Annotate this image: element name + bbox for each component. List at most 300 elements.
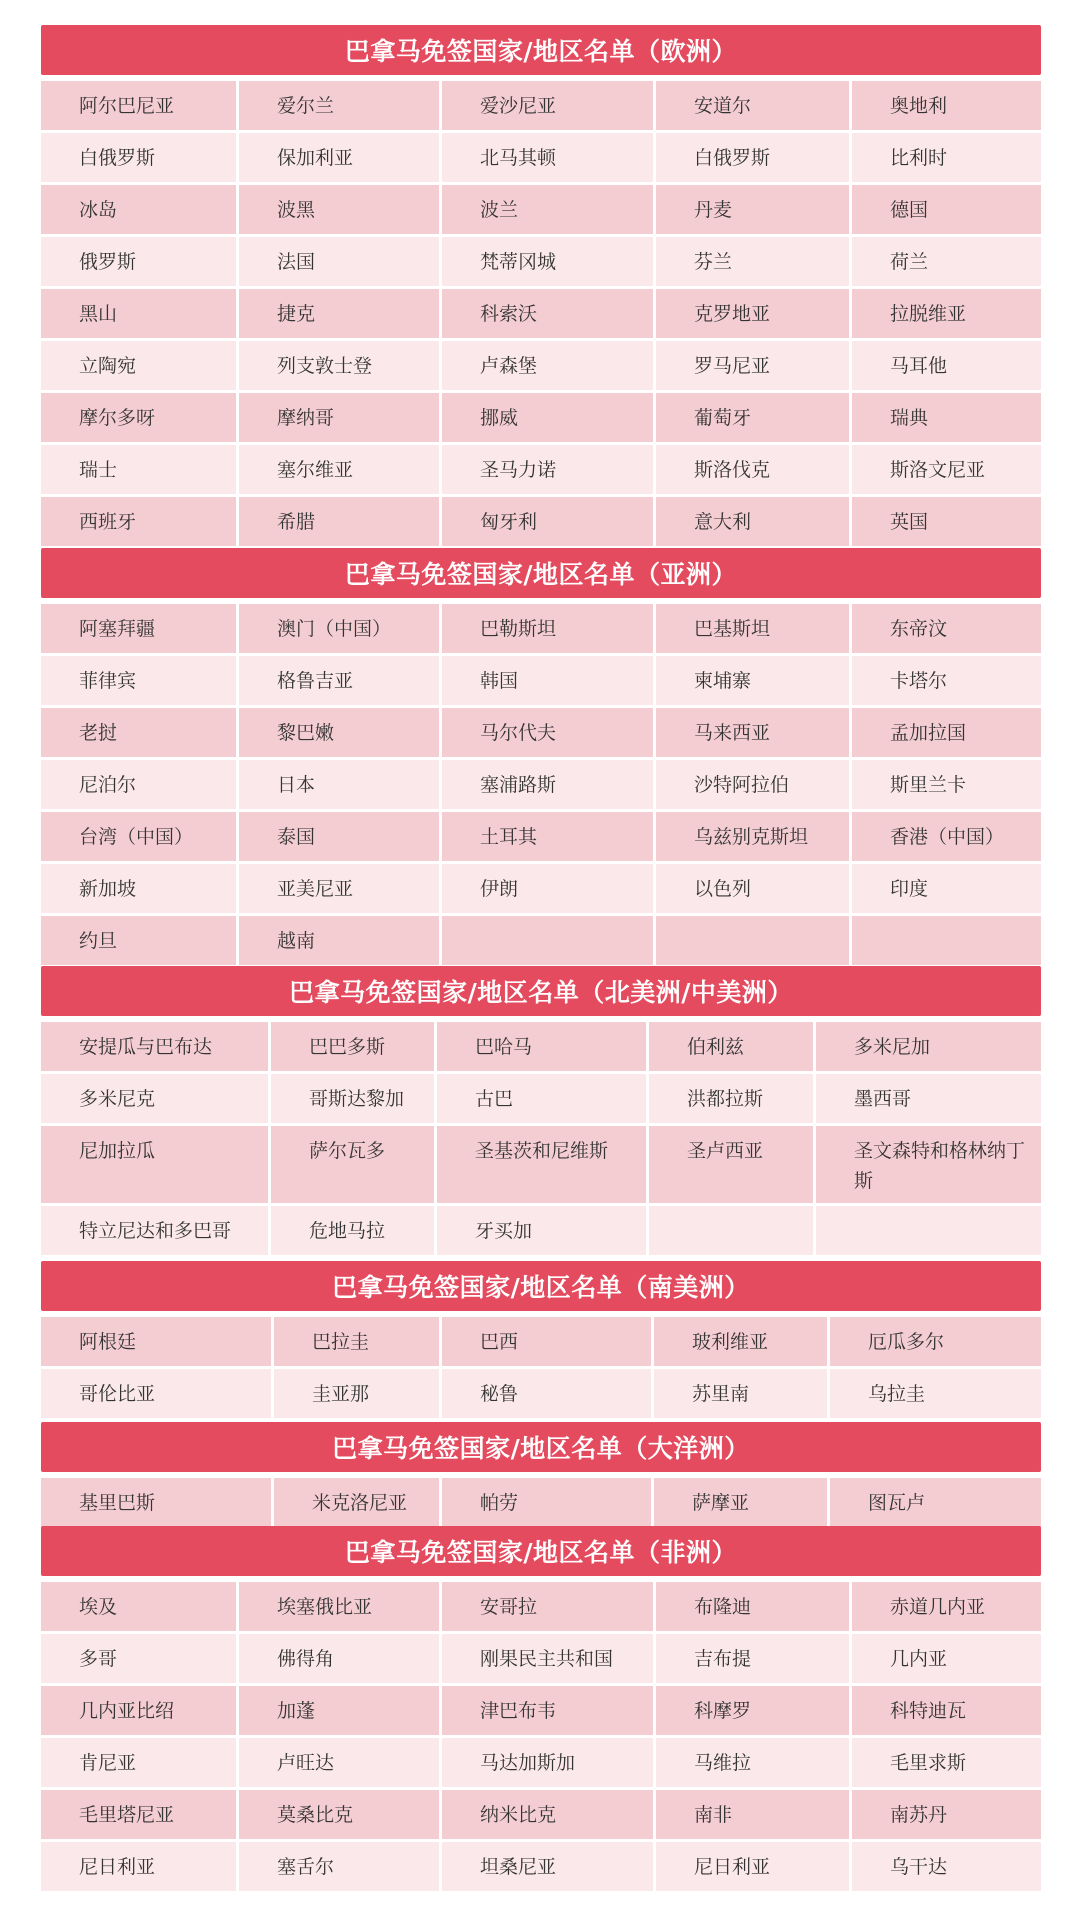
country-cell (239, 1738, 442, 1790)
country-cell (239, 604, 442, 656)
country-cell (239, 185, 442, 237)
country-cell (656, 341, 852, 393)
country-cell (271, 1074, 437, 1126)
country-cell (852, 656, 1041, 708)
country-cell (239, 1634, 442, 1686)
country-cell (852, 133, 1041, 185)
country-cell (852, 1842, 1041, 1894)
country-name: 波兰 (480, 198, 519, 221)
country-name: 佛得角 (277, 1647, 335, 1670)
country-name: 圣卢西亚 (687, 1140, 764, 1162)
country-cell (274, 1478, 442, 1530)
country-name: 科索沃 (480, 302, 538, 325)
country-cell (41, 1738, 239, 1790)
country-name: 摩纳哥 (277, 406, 335, 429)
country-cell (442, 864, 656, 916)
country-table (41, 1478, 1041, 1530)
country-cell (852, 1738, 1041, 1790)
country-name: 多米尼克 (79, 1087, 156, 1110)
country-table (41, 1022, 1041, 1258)
country-cell (239, 1842, 442, 1894)
country-name: 爱沙尼亚 (480, 94, 557, 117)
country-name: 安哥拉 (480, 1595, 538, 1618)
country-name: 刚果民主共和国 (480, 1647, 614, 1670)
country-name: 加蓬 (277, 1699, 316, 1722)
country-name: 香港（中国） (890, 825, 1005, 848)
country-cell (656, 497, 852, 549)
country-cell (239, 237, 442, 289)
country-cell (239, 1790, 442, 1842)
country-name: 克罗地亚 (694, 302, 771, 325)
country-name: 多哥 (79, 1647, 118, 1670)
country-name: 比利时 (890, 146, 948, 169)
country-cell (41, 1634, 239, 1686)
country-name: 巴哈马 (475, 1035, 533, 1058)
country-name: 玻利维亚 (692, 1330, 769, 1353)
country-name: 图瓦卢 (868, 1491, 926, 1514)
country-name: 津巴布韦 (480, 1699, 557, 1722)
country-cell (442, 1369, 654, 1421)
country-name: 立陶宛 (79, 354, 137, 377)
empty-cell (649, 1206, 816, 1258)
country-name: 挪威 (480, 406, 519, 429)
section-title: 巴拿马免签国家/地区名单（南美洲） (41, 1261, 1041, 1311)
country-name: 阿塞拜疆 (79, 617, 156, 640)
country-name: 白俄罗斯 (79, 146, 156, 169)
table-row (41, 916, 1041, 968)
country-name: 澳门（中国） (277, 617, 392, 640)
country-name: 科摩罗 (694, 1699, 752, 1722)
country-cell (852, 497, 1041, 549)
country-cell (656, 604, 852, 656)
country-cell (442, 1738, 656, 1790)
empty-cell (442, 916, 656, 968)
country-cell (239, 916, 442, 968)
empty-cell (852, 916, 1041, 968)
country-cell (649, 1074, 816, 1126)
country-name: 危地马拉 (309, 1219, 386, 1242)
country-cell (816, 1074, 1041, 1126)
country-name: 赤道几内亚 (890, 1595, 986, 1618)
country-cell (41, 812, 239, 864)
country-cell (656, 445, 852, 497)
country-cell (830, 1478, 1041, 1530)
country-name: 日本 (277, 773, 316, 796)
country-cell (830, 1317, 1041, 1369)
country-cell (41, 708, 239, 760)
country-cell (41, 185, 239, 237)
country-cell (41, 916, 239, 968)
country-name: 俄罗斯 (79, 250, 137, 273)
country-name: 白俄罗斯 (694, 146, 771, 169)
country-cell (437, 1126, 649, 1206)
country-cell (852, 185, 1041, 237)
country-table (41, 1582, 1041, 1894)
table-row (41, 1022, 1041, 1074)
country-cell (852, 393, 1041, 445)
country-name: 安提瓜与巴布达 (79, 1035, 213, 1058)
country-cell (239, 393, 442, 445)
country-name: 越南 (277, 929, 316, 952)
country-cell (656, 1686, 852, 1738)
table-row (41, 1478, 1041, 1530)
country-name: 格鲁吉亚 (277, 669, 354, 692)
country-name: 波黑 (277, 198, 316, 221)
country-cell (41, 760, 239, 812)
country-cell (41, 1842, 239, 1894)
country-cell (656, 708, 852, 760)
country-cell (41, 1126, 271, 1206)
region-section (41, 1261, 1041, 1421)
country-cell (41, 1582, 239, 1634)
country-name: 米克洛尼亚 (312, 1491, 408, 1514)
table-row (41, 604, 1041, 656)
country-cell (852, 1582, 1041, 1634)
country-name: 塞尔维亚 (277, 458, 354, 481)
country-name: 马来西亚 (694, 721, 771, 744)
country-name: 阿根廷 (79, 1330, 137, 1353)
country-name: 黑山 (79, 302, 118, 325)
country-cell (41, 133, 239, 185)
country-cell (656, 81, 852, 133)
country-table (41, 604, 1041, 968)
country-name: 牙买加 (475, 1219, 533, 1242)
section-title: 巴拿马免签国家/地区名单（非洲） (41, 1526, 1041, 1576)
table-row (41, 185, 1041, 237)
country-name: 以色列 (694, 877, 752, 900)
country-name: 沙特阿拉伯 (694, 773, 790, 796)
table-row (41, 1686, 1041, 1738)
country-cell (656, 812, 852, 864)
country-name: 柬埔寨 (694, 669, 752, 692)
country-cell (852, 864, 1041, 916)
country-name: 科特迪瓦 (890, 1699, 967, 1722)
country-name: 几内亚比绍 (79, 1699, 175, 1722)
country-cell (239, 341, 442, 393)
country-name: 斯洛伐克 (694, 458, 771, 481)
country-cell (239, 289, 442, 341)
country-cell (442, 708, 656, 760)
section-title: 巴拿马免签国家/地区名单（欧洲） (41, 25, 1041, 75)
country-name: 萨尔瓦多 (309, 1140, 386, 1162)
country-cell (656, 1842, 852, 1894)
country-name: 埃及 (79, 1595, 118, 1618)
country-cell (271, 1022, 437, 1074)
country-name: 巴西 (480, 1330, 519, 1353)
table-row (41, 81, 1041, 133)
table-row (41, 812, 1041, 864)
country-name: 英国 (890, 510, 929, 533)
country-name: 印度 (890, 877, 929, 900)
country-name: 哥斯达黎加 (309, 1087, 405, 1110)
country-cell (437, 1206, 649, 1258)
country-cell (239, 1582, 442, 1634)
country-name: 多米尼加 (854, 1035, 931, 1058)
country-cell (656, 289, 852, 341)
table-row (41, 1634, 1041, 1686)
empty-cell (656, 916, 852, 968)
country-name: 坦桑尼亚 (480, 1855, 557, 1878)
country-name: 梵蒂冈城 (480, 250, 557, 273)
country-name: 老挝 (79, 721, 118, 744)
country-cell (654, 1478, 830, 1530)
country-name: 圣文森特和格林纳丁斯 (854, 1140, 1026, 1192)
country-name: 毛里求斯 (890, 1751, 967, 1774)
country-cell (239, 497, 442, 549)
country-name: 圣马力诺 (480, 458, 557, 481)
country-cell (656, 656, 852, 708)
country-cell (442, 812, 656, 864)
country-name: 厄瓜多尔 (868, 1330, 945, 1353)
country-name: 约旦 (79, 929, 118, 952)
country-cell (656, 1738, 852, 1790)
country-cell (41, 1074, 271, 1126)
country-name: 泰国 (277, 825, 316, 848)
country-cell (649, 1022, 816, 1074)
country-cell (41, 289, 239, 341)
country-cell (656, 1634, 852, 1686)
country-name: 荷兰 (890, 250, 929, 273)
country-cell (41, 393, 239, 445)
country-cell (239, 133, 442, 185)
country-name: 乌干达 (890, 1855, 948, 1878)
country-cell (274, 1369, 442, 1421)
country-cell (442, 1317, 654, 1369)
country-cell (442, 656, 656, 708)
country-name: 埃塞俄比亚 (277, 1595, 373, 1618)
region-section (41, 548, 1041, 968)
country-name: 尼泊尔 (79, 773, 137, 796)
table-row (41, 1369, 1041, 1421)
country-name: 基里巴斯 (79, 1491, 156, 1514)
section-title: 巴拿马免签国家/地区名单（北美洲/中美洲） (41, 966, 1041, 1016)
country-name: 奥地利 (890, 94, 948, 117)
country-cell (442, 1582, 656, 1634)
region-section (41, 1422, 1041, 1530)
country-name: 阿尔巴尼亚 (79, 94, 175, 117)
country-cell (274, 1317, 442, 1369)
country-name: 几内亚 (890, 1647, 948, 1670)
country-name: 爱尔兰 (277, 94, 335, 117)
country-name: 保加利亚 (277, 146, 354, 169)
country-table (41, 81, 1041, 549)
table-row (41, 1126, 1041, 1206)
country-name: 纳米比克 (480, 1803, 557, 1826)
country-name: 吉布提 (694, 1647, 752, 1670)
country-cell (239, 812, 442, 864)
country-cell (654, 1369, 830, 1421)
country-cell (656, 760, 852, 812)
country-cell (442, 81, 656, 133)
country-name: 瑞士 (79, 458, 118, 481)
country-name: 乌拉圭 (868, 1382, 926, 1405)
country-cell (442, 133, 656, 185)
country-name: 布隆迪 (694, 1595, 752, 1618)
country-name: 秘鲁 (480, 1382, 519, 1405)
country-name: 意大利 (694, 510, 752, 533)
country-cell (442, 1842, 656, 1894)
country-cell (442, 1634, 656, 1686)
country-cell (41, 237, 239, 289)
country-name: 巴勒斯坦 (480, 617, 557, 640)
country-cell (816, 1126, 1041, 1206)
country-name: 马耳他 (890, 354, 948, 377)
country-cell (442, 341, 656, 393)
country-cell (41, 1022, 271, 1074)
country-cell (442, 497, 656, 549)
table-row (41, 497, 1041, 549)
region-section (41, 966, 1041, 1258)
country-name: 土耳其 (480, 825, 538, 848)
country-name: 苏里南 (692, 1382, 750, 1405)
country-name: 葡萄牙 (694, 406, 752, 429)
section-title: 巴拿马免签国家/地区名单（亚洲） (41, 548, 1041, 598)
section-title: 巴拿马免签国家/地区名单（大洋洲） (41, 1422, 1041, 1472)
country-cell (437, 1022, 649, 1074)
country-cell (41, 1686, 239, 1738)
country-cell (852, 1790, 1041, 1842)
table-row (41, 656, 1041, 708)
table-row (41, 237, 1041, 289)
country-cell (442, 604, 656, 656)
country-name: 台湾（中国） (79, 825, 194, 848)
country-cell (442, 289, 656, 341)
country-name: 古巴 (475, 1087, 514, 1110)
country-name: 西班牙 (79, 510, 137, 533)
country-cell (816, 1022, 1041, 1074)
country-name: 巴巴多斯 (309, 1035, 386, 1058)
country-cell (41, 1206, 271, 1258)
country-cell (239, 864, 442, 916)
country-name: 马维拉 (694, 1751, 752, 1774)
table-row (41, 864, 1041, 916)
country-cell (442, 1478, 654, 1530)
country-name: 肯尼亚 (79, 1751, 137, 1774)
country-cell (852, 812, 1041, 864)
country-name: 捷克 (277, 302, 316, 325)
country-name: 亚美尼亚 (277, 877, 354, 900)
country-cell (239, 708, 442, 760)
country-cell (654, 1317, 830, 1369)
country-cell (852, 81, 1041, 133)
country-name: 塞浦路斯 (480, 773, 557, 796)
country-name: 斯里兰卡 (890, 773, 967, 796)
country-name: 塞舌尔 (277, 1855, 335, 1878)
country-cell (41, 341, 239, 393)
region-section (41, 1526, 1041, 1894)
table-row (41, 1790, 1041, 1842)
table-row (41, 708, 1041, 760)
country-name: 尼加拉瓜 (79, 1140, 156, 1162)
country-cell (442, 1686, 656, 1738)
country-table (41, 1317, 1041, 1421)
table-row (41, 760, 1041, 812)
country-cell (239, 81, 442, 133)
country-name: 哥伦比亚 (79, 1382, 156, 1405)
country-name: 菲律宾 (79, 669, 137, 692)
country-name: 丹麦 (694, 198, 733, 221)
country-name: 马尔代夫 (480, 721, 557, 744)
country-cell (852, 760, 1041, 812)
country-cell (271, 1206, 437, 1258)
country-cell (442, 760, 656, 812)
country-cell (41, 445, 239, 497)
country-cell (656, 1790, 852, 1842)
region-section (41, 25, 1041, 549)
country-cell (41, 656, 239, 708)
country-name: 巴基斯坦 (694, 617, 771, 640)
country-cell (41, 1369, 274, 1421)
country-cell (239, 1686, 442, 1738)
country-cell (656, 133, 852, 185)
country-name: 罗马尼亚 (694, 354, 771, 377)
country-cell (239, 656, 442, 708)
country-cell (442, 185, 656, 237)
country-cell (656, 237, 852, 289)
country-name: 黎巴嫩 (277, 721, 335, 744)
country-name: 列支敦士登 (277, 354, 373, 377)
country-cell (442, 393, 656, 445)
table-row (41, 1317, 1041, 1369)
table-row (41, 1582, 1041, 1634)
country-name: 卢旺达 (277, 1751, 335, 1774)
country-name: 芬兰 (694, 250, 733, 273)
country-name: 韩国 (480, 669, 519, 692)
country-cell (442, 1790, 656, 1842)
country-cell (41, 1790, 239, 1842)
country-name: 洪都拉斯 (687, 1087, 764, 1110)
country-cell (442, 445, 656, 497)
country-name: 萨摩亚 (692, 1491, 750, 1514)
table-row (41, 393, 1041, 445)
country-name: 帕劳 (480, 1491, 519, 1514)
country-name: 冰岛 (79, 198, 118, 221)
country-cell (852, 445, 1041, 497)
table-row (41, 1074, 1041, 1126)
country-cell (649, 1126, 816, 1206)
country-cell (271, 1126, 437, 1206)
table-row (41, 341, 1041, 393)
table-row (41, 445, 1041, 497)
country-cell (656, 185, 852, 237)
country-name: 莫桑比克 (277, 1803, 354, 1826)
country-name: 拉脱维亚 (890, 302, 967, 325)
country-cell (852, 1686, 1041, 1738)
country-cell (41, 81, 239, 133)
country-name: 尼日利亚 (694, 1855, 771, 1878)
country-name: 孟加拉国 (890, 721, 967, 744)
table-row (41, 289, 1041, 341)
country-name: 南非 (694, 1803, 733, 1826)
country-cell (830, 1369, 1041, 1421)
table-row (41, 1738, 1041, 1790)
country-cell (41, 604, 239, 656)
table-row (41, 133, 1041, 185)
country-cell (41, 1478, 274, 1530)
country-cell (239, 445, 442, 497)
country-cell (656, 393, 852, 445)
country-name: 匈牙利 (480, 510, 538, 533)
country-name: 北马其顿 (480, 146, 557, 169)
country-name: 特立尼达和多巴哥 (79, 1219, 232, 1242)
country-name: 安道尔 (694, 94, 752, 117)
country-name: 马达加斯加 (480, 1751, 576, 1774)
country-cell (852, 289, 1041, 341)
country-cell (852, 604, 1041, 656)
country-name: 圣基茨和尼维斯 (475, 1140, 609, 1162)
country-name: 南苏丹 (890, 1803, 948, 1826)
country-cell (656, 1582, 852, 1634)
